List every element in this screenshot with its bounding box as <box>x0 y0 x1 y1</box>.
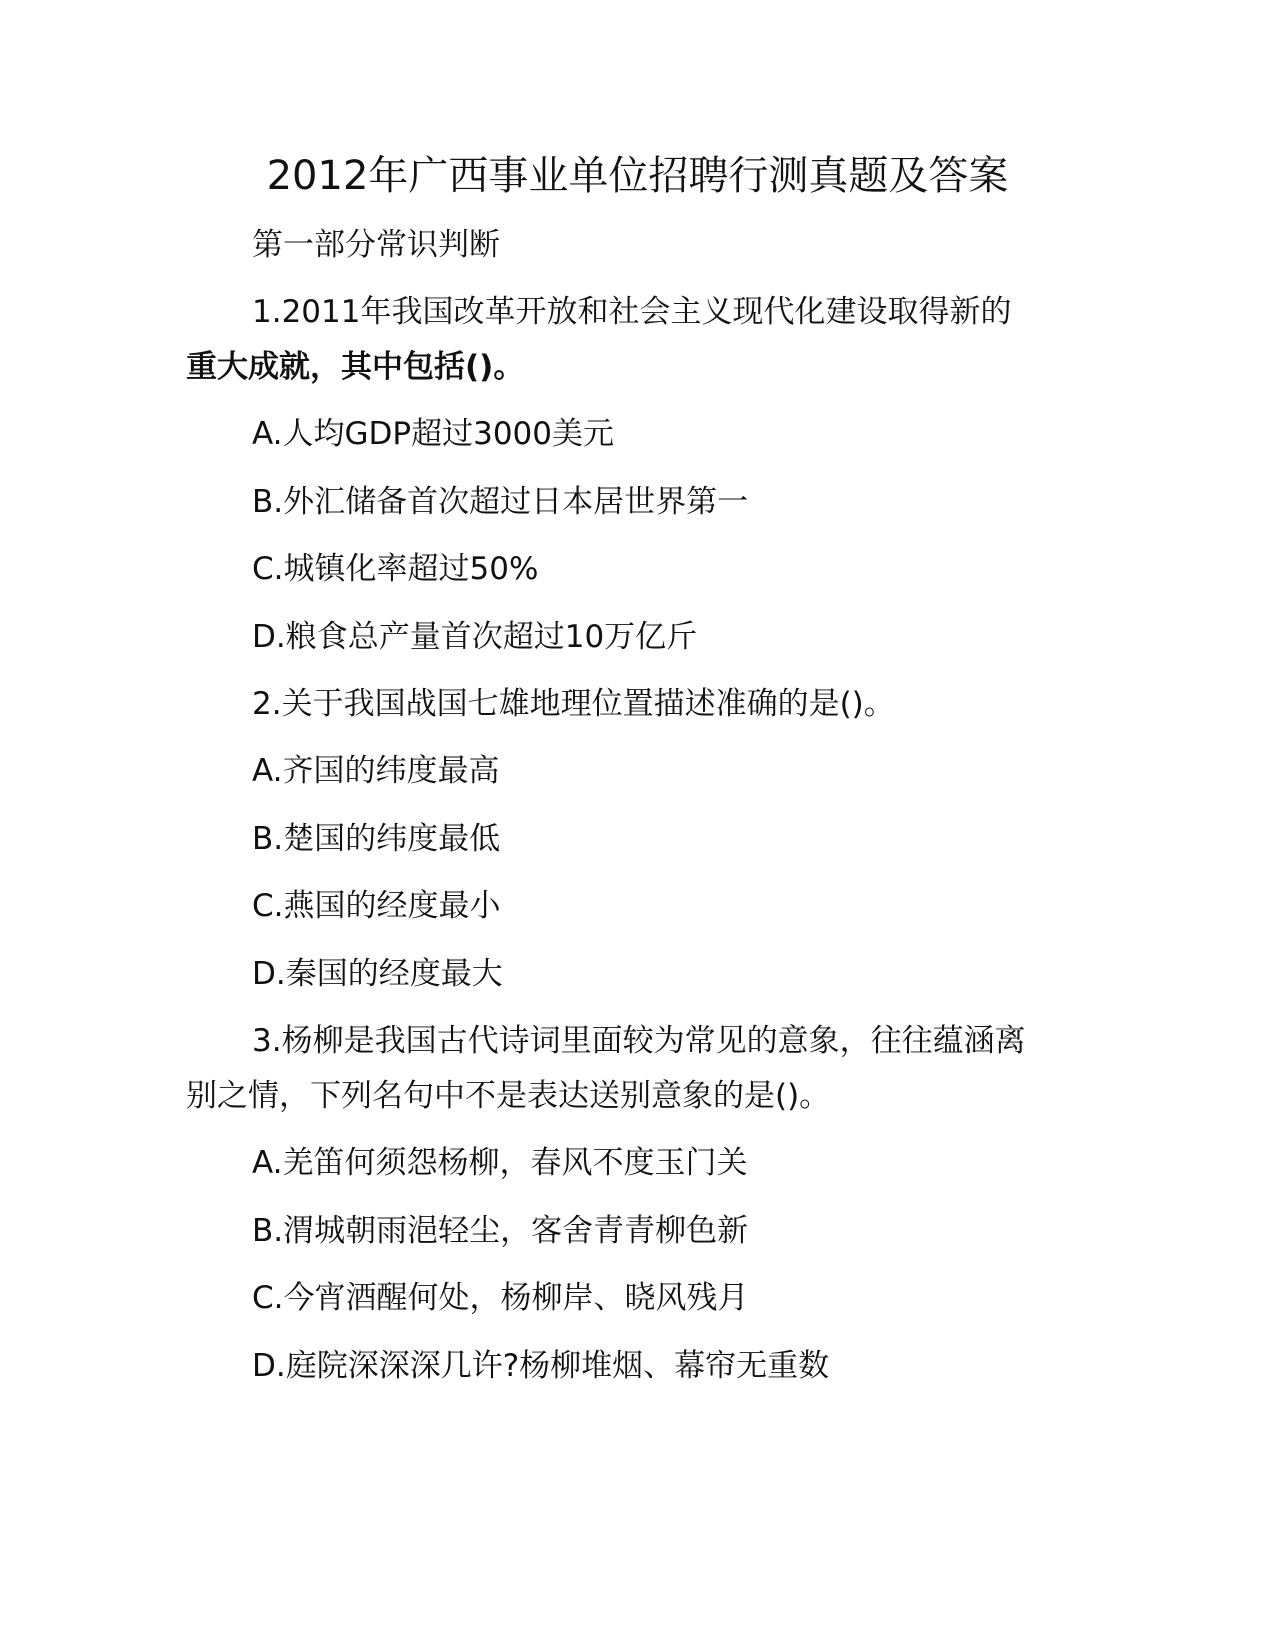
question-3-option-b: B.渭城朝雨浥轻尘，客舍青青柳色新 <box>252 1213 749 1249</box>
question-3-text-line-1: 3.杨柳是我国古代诗词里面较为常见的意象，往往蕴涵离 <box>252 1023 1026 1059</box>
question-1-option-d: D.粮食总产量首次超过10万亿斤 <box>252 619 698 655</box>
document-title: 2012年广西事业单位招聘行测真题及答案 <box>266 153 1009 199</box>
question-1-option-b: B.外汇储备首次超过日本居世界第一 <box>252 484 749 520</box>
question-1-text-line-1: 1.2011年我国改革开放和社会主义现代化建设取得新的 <box>252 294 1012 330</box>
question-3-option-d: D.庭院深深深几许?杨柳堆烟、幕帘无重数 <box>252 1348 830 1384</box>
question-3-text-line-2: 别之情，下列名句中不是表达送别意象的是()。 <box>186 1078 831 1114</box>
question-2-option-b: B.楚国的纬度最低 <box>252 821 501 857</box>
question-2-option-c: C.燕国的经度最小 <box>252 888 501 924</box>
question-3-option-a: A.羌笛何须怨杨柳，春风不度玉门关 <box>252 1145 748 1181</box>
question-3-option-c: C.今宵酒醒何处，杨柳岸、晓风残月 <box>252 1280 749 1316</box>
question-2-text: 2.关于我国战国七雄地理位置描述准确的是()。 <box>252 686 895 722</box>
question-1-option-c: C.城镇化率超过50% <box>252 551 539 587</box>
question-2-option-d: D.秦国的经度最大 <box>252 956 503 992</box>
question-2-option-a: A.齐国的纬度最高 <box>252 753 500 789</box>
question-1-text-line-2: 重大成就，其中包括()。 <box>186 349 525 385</box>
section-heading: 第一部分常识判断 <box>252 227 500 263</box>
question-1-option-a: A.人均GDP超过3000美元 <box>252 416 614 452</box>
